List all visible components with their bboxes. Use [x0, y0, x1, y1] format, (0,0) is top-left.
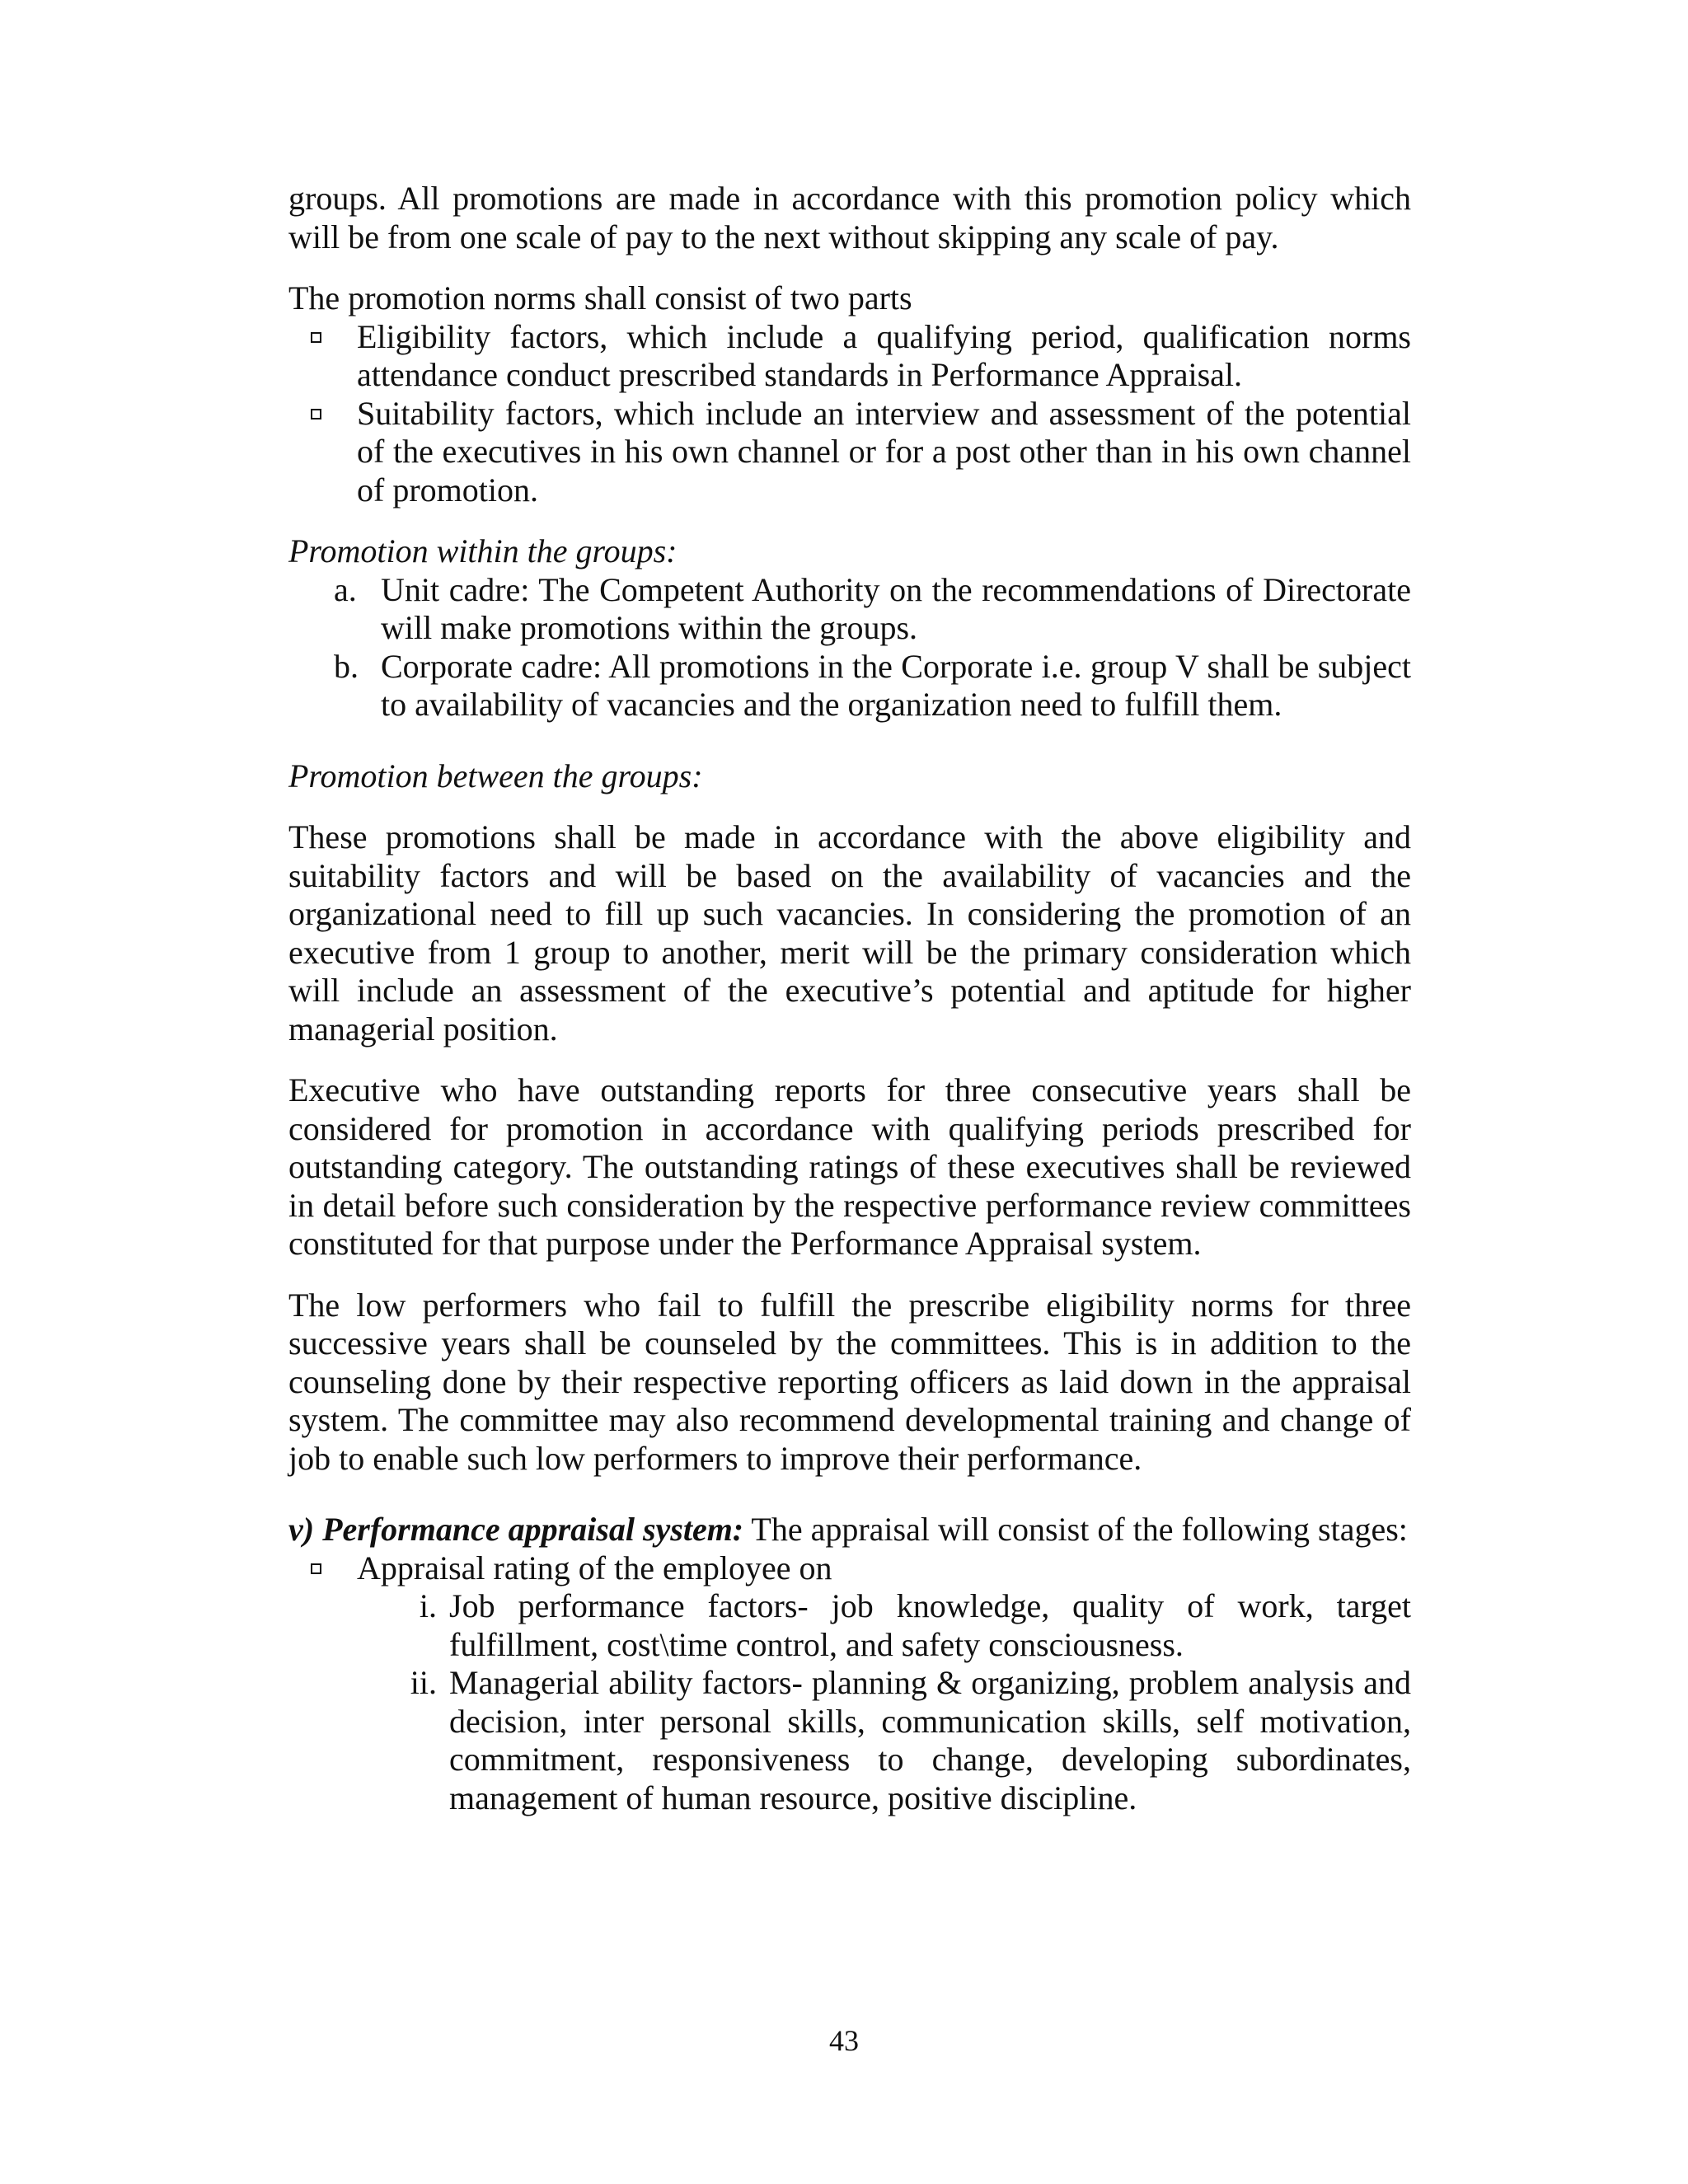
list-item [288, 571, 1411, 648]
list-item-text: Corporate cadre: All promotions in the Corporate i.e. group V shall be subject to availability of vacancies and the organization need to fulfill them. [381, 647, 1411, 723]
list-item-text: Managerial ability factors- planning & organizing, problem analysis and decision, inter personal skills, communication skills, self motivation, commitment, responsiveness to change, developing subordinates, management of human resource, positive discipline. [449, 1664, 1411, 1816]
list-marker: b. [334, 647, 359, 685]
list-item-text: Appraisal rating of the employee on [357, 1549, 832, 1586]
norms-intro: The promotion norms shall consist of two parts [288, 279, 912, 316]
list-item [288, 318, 1411, 395]
page-number: 43 [829, 2024, 859, 2057]
appraisal-text: The appraisal will consist of the following stages: [743, 1511, 1408, 1548]
section-heading-between: Promotion between the groups: [288, 757, 703, 794]
appraisal-heading: v) Performance appraisal system: [288, 1511, 744, 1548]
section-heading-within: Promotion within the groups: [288, 532, 678, 569]
list-item [288, 395, 1411, 510]
list-marker: i. [419, 1587, 437, 1624]
list-item-text: Eligibility factors, which include a qualifying period, qualification norms attendance conduct prescribed standards in Performance Appraisal. [357, 317, 1411, 393]
between-paragraph-3: The low performers who fail to fulfill the prescribe eligibility norms for three successive years shall be counseled by the committees. This is in addition to the counseling done by their respective reporting officers as laid down in the appraisal system. The committee may also recommend developmental training and change of job to enable such low performers to improve their performance. [288, 1286, 1411, 1477]
list-marker: a. [334, 570, 357, 608]
list-marker: ii. [410, 1664, 437, 1701]
appraisal-list [288, 1549, 1411, 1588]
appraisal-paragraph [288, 1511, 1411, 1549]
list-item [288, 1587, 1411, 1664]
square-bullet-icon [311, 332, 321, 343]
list-item-text: Job performance factors- job knowledge, quality of work, target fulfillment, cost\time control, and safety consciousness. [449, 1587, 1411, 1663]
list-item [288, 648, 1411, 724]
between-paragraph-1: These promotions shall be made in accordance with the above eligibility and suitability factors and will be based on the availability of vacancies and the organizational need to fill up such vacancies. In considering the promotion of an executive from 1 group to another, merit will be the primary consideration which will include an assessment of the executive’s potential and aptitude for higher managerial position. [288, 818, 1411, 1047]
list-item [288, 1549, 1411, 1588]
list-item-text: Unit cadre: The Competent Authority on the recommendations of Directorate will make promotions within the groups. [381, 570, 1411, 646]
intro-paragraph: groups. All promotions are made in accordance with this promotion policy which will be from one scale of pay to the next without skipping any scale of pay. [288, 180, 1411, 255]
square-bullet-icon [311, 409, 321, 419]
list-item [288, 1664, 1411, 1817]
list-item-text: Suitability factors, which include an interview and assessment of the potential of the executives in his own channel or for a post other than in his own channel of promotion. [357, 394, 1411, 509]
page-content [288, 180, 1411, 1817]
within-list [288, 571, 1411, 724]
square-bullet-icon [311, 1563, 321, 1574]
between-paragraph-2: Executive who have outstanding reports for three consecutive years shall be considered for promotion in accordance with qualifying periods prescribed for outstanding category. The outstanding ratings of these executives shall be reviewed in detail before such consideration by the respective performance review committees constituted for that purpose under the Performance Appraisal system. [288, 1071, 1411, 1262]
norms-list [288, 318, 1411, 510]
appraisal-factors-list [288, 1587, 1411, 1817]
